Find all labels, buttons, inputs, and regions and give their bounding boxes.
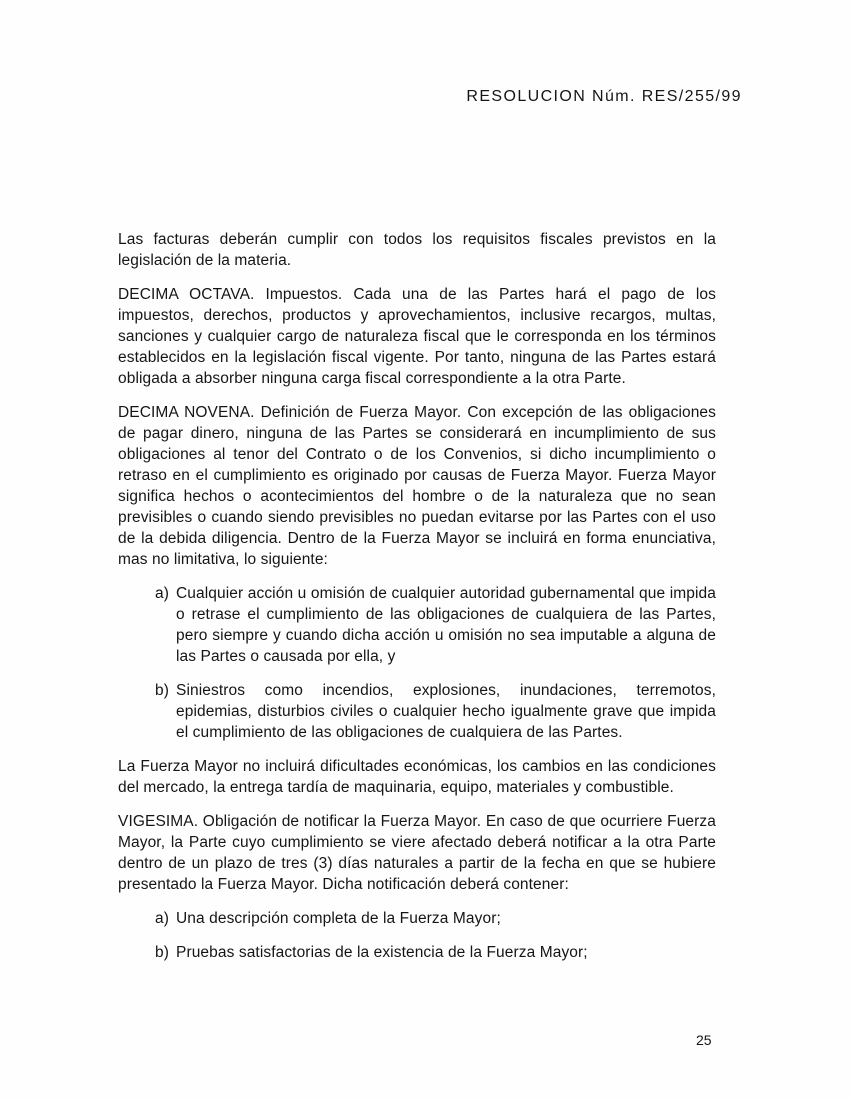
list-marker-a: a) [155,910,169,927]
force-majeure-list [155,583,716,743]
paragraph-invoices: Las facturas deberán cumplir con todos los requisitos fiscales previstos en la legislación de la materia. [118,231,716,269]
paragraph-vigesima-notificacion: VIGESIMA. Obligación de notificar la Fuerza Mayor. En caso de que ocurriere Fuerza Mayor, la Parte cuyo cumplimiento se viere afectado deberá notificar a la otra Parte dentro de un plazo de tres (3) días naturales a partir de la fecha en que se hubiere presentado la Fuerza Mayor. Dicha notificación deberá contener: [118,813,716,893]
list-marker-b: b) [155,682,169,699]
list-item-text: Cualquier acción u omisión de cualquier autoridad gubernamental que impida o retrase el cumplimiento de las obligaciones de cualquiera de las Partes, pero siempre y cuando dicha acción u omisión no sea imputable a alguna de las Partes o causada por ella, y [176,585,716,665]
notification-item-a [155,908,716,929]
paragraph-decima-octava-impuestos: DECIMA OCTAVA. Impuestos. Cada una de las Partes hará el pago de los impuestos, derechos, productos y aprovechamientos, inclusive recargos, multas, sanciones y cualquier cargo de naturaleza fiscal que le corresponda en los términos establecidos en la legislación fiscal vigente. Por tanto, ninguna de las Partes estará obligada a absorber ninguna carga fiscal correspondiente a la otra Parte. [118,286,716,387]
force-majeure-item-b [155,680,716,743]
paragraph-fuerza-mayor-exclusions: La Fuerza Mayor no incluirá dificultades económicas, los cambios en las condiciones del mercado, la entrega tardía de maquinaria, equipo, materiales y combustible. [118,758,716,796]
list-marker-a: a) [155,585,169,602]
notification-item-b [155,942,716,963]
paragraph-decima-novena-fuerza-mayor: DECIMA NOVENA. Definición de Fuerza Mayor. Con excepción de las obligaciones de pagar dinero, ninguna de las Partes se considerará en incumplimiento de sus obligaciones al tenor del Contrato o de los Convenios, si dicho incumplimiento o retraso en el cumplimiento es originado por causas de Fuerza Mayor. Fuerza Mayor significa hechos o acontecimientos del hombre o de la naturaleza que no sean previsibles o cuando siendo previsibles no puedan evitarse por las Partes con el uso de la debida diligencia. Dentro de la Fuerza Mayor se incluirá en forma enunciativa, mas no limitativa, lo siguiente: [118,404,716,568]
page-number: 25 [696,1032,712,1048]
list-marker-b: b) [155,944,169,961]
force-majeure-item-a [155,583,716,667]
list-item-text: Pruebas satisfactorias de la existencia de la Fuerza Mayor; [176,944,588,961]
list-item-text: Siniestros como incendios, explosiones, inundaciones, terremotos, epidemias, disturbios civiles o cualquier hecho igualmente grave que impida el cumplimiento de las obligaciones de cualquiera de las Partes. [176,682,716,741]
notification-list [155,908,716,963]
list-item-text: Una descripción completa de la Fuerza Mayor; [176,910,501,927]
document-title: RESOLUCION Núm. RES/255/99 [466,88,742,105]
document-body [118,229,716,976]
